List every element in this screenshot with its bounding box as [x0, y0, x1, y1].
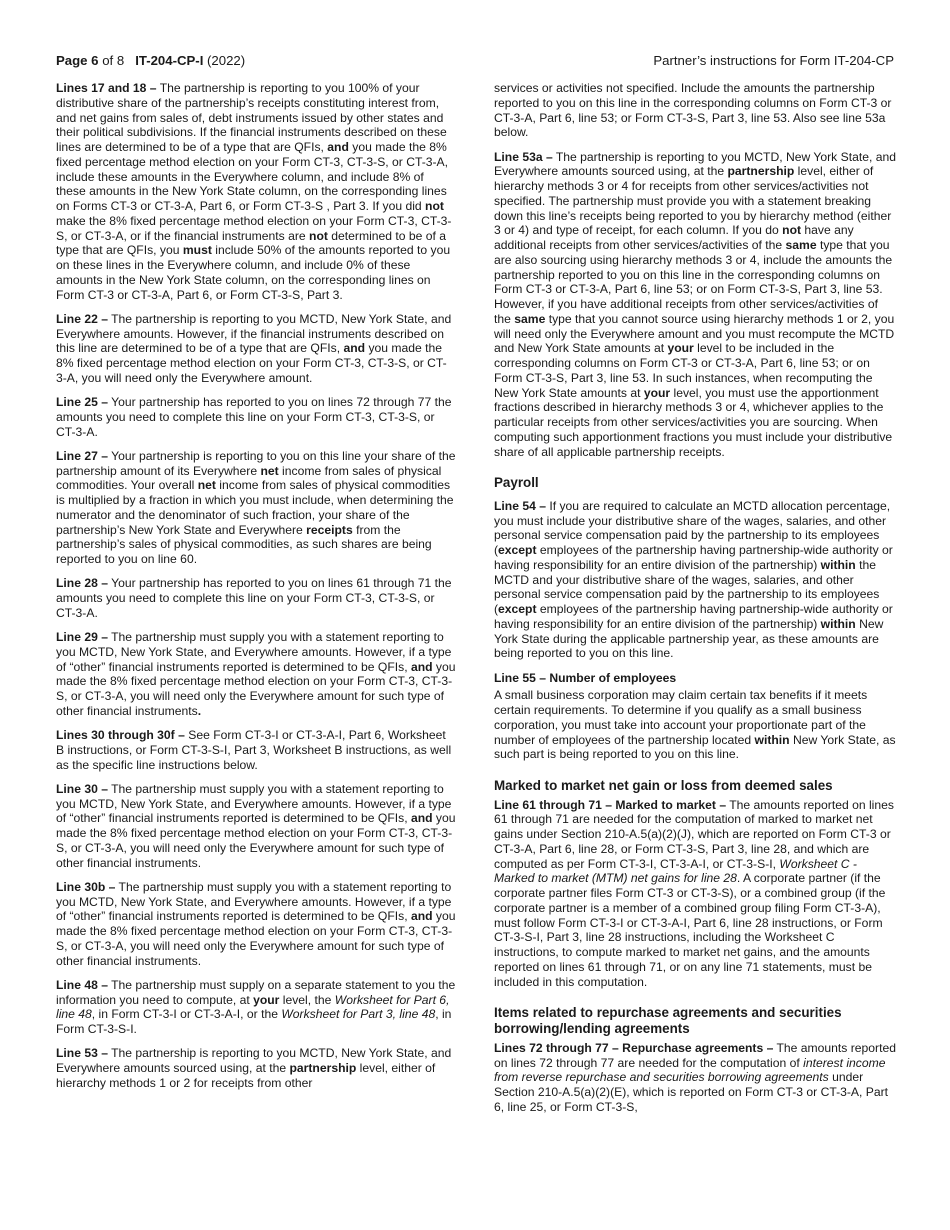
line-28-paragraph: Line 28 – Your partnership has reported to you on lines 61 through 71 the amounts you need to complete this line on your Form CT-3, CT-3-S, or CT-3-A.	[56, 576, 452, 620]
line-30-paragraph: Line 30 – The partnership must supply you with a statement reporting to you MCTD, New York State, and Everywhere amounts. However, if a type of “other” financial instruments reported is determined to be QFIs, and you made the 8% fixed percentage method election on your Form CT-3, CT-3-S, or CT-3-A, you will need only the Everywhere amount for such type of other financial instruments.	[56, 781, 456, 870]
page-number: Page 6	[56, 53, 99, 68]
line-29-paragraph: Line 29 – The partnership must supply you with a statement reporting to you MCTD, New York State, and Everywhere amounts. However, if a type of “other” financial instruments reported is determined to be QFIs, and you made the 8% fixed percentage method election on your Form CT-3, CT-3-S, or CT-3-A, you will need only the Everywhere amount for such type of other financial instruments.	[56, 630, 456, 718]
line-label: Line 22 –	[56, 311, 108, 326]
line-label: Line 29 –	[56, 630, 108, 644]
right-column	[494, 81, 896, 1124]
line-30b-paragraph: Line 30b – The partnership must supply you with a statement reporting to you MCTD, New York State, and Everywhere amounts. However, if a type of “other” financial instruments reported is determined to be QFIs, and you made the 8% fixed percentage method election on your Form CT-3, CT-3-S, or CT-3-A, you will need only the Everywhere amount for such type of other financial instruments.	[56, 879, 456, 968]
line-55-paragraph: A small business corporation may claim certain tax benefits if it meets certain requirements. To determine if you qualify as a small business corporation, you must take into account your proportionate part of the number of employees of the partnership located within New York State, as such part is being reported to you on this line.	[494, 688, 896, 762]
line-label: Line 28 –	[56, 576, 108, 591]
line-label: Line 53a –	[494, 149, 553, 164]
lines-30-30f-paragraph: Lines 30 through 30f – See Form CT-3-I or CT-3-A-I, Part 6, Worksheet B instructions, or Form CT-3-S-I, Part 3, Worksheet B instructions, as well as the specific line instructions below.	[56, 728, 452, 772]
line-53-continued-paragraph: services or activities not specified. Include the amounts the partnership reported to you on this line in the corresponding columns on Form CT-3 or CT-3-A, Part 6, line 53; or Form CT-3-S, Part 3, line 53. Also see line 53a below.	[494, 81, 892, 140]
repo-heading: Items related to repurchase agreements and securities borrowing/lending agreements	[494, 1004, 842, 1036]
line-55-heading: Line 55 – Number of employees	[494, 670, 677, 685]
line-53a-paragraph: Line 53a – The partnership is reporting to you MCTD, New York State, and Everywhere amounts sourced using, at the partnership level, either of hierarchy methods 3 or 4 for receipts from other services/activities not specified. The partnership must provide you with a statement breaking down this line’s receipts being reported to you by hierarchy method (either 3 or 4) and type of receipt, for each column. If you do not have any additional receipts from other services/activities of the same type that you are also sourcing using hierarchy methods 3 or 4, include the amounts the partnership reported to you on this line in the corresponding columns on Form CT-3 or CT-3-A, Part 6, line 53; or on Form CT-3-S, Part 3, line 53. However, if you have additional receipts from other services/activities of the same type that you cannot source using hierarchy methods 1 or 2, you will need only the Everywhere amount and you must recompute the MCTD and New York State amounts at your level to be included in the corresponding columns on Form CT-3 or CT-3-A, Part 6, line 53; or on Form CT-3-S, Part 3, line 53. In such instances, when recomputing the New York State amounts at your level, you must use the apportionment fractions described in hierarchy methods 3 or 4, whichever applies to the particular receipts from other services/activities you are sourcing. When computing such apportionment fractions you must include your distributive share of all applicable partnership receipts.	[494, 149, 896, 459]
line-label: Line 30 –	[56, 781, 108, 796]
page-header	[56, 53, 894, 71]
line-53-paragraph: Line 53 – The partnership is reporting to you MCTD, New York State, and Everywhere amounts sourced using, at the partnership level, either of hierarchy methods 1 or 2 for receipts from other	[56, 1046, 452, 1090]
line-label: Line 53 –	[56, 1046, 108, 1061]
line-54-paragraph: Line 54 – If you are required to calculate an MCTD allocation percentage, you must include your distributive share of the wages, salaries, and other personal service compensation paid by the partnership to its employees (except employees of the partnership having partnership-wide authority or having responsibility for an entire division of the partnership) within the MCTD and your distributive share of the wages, salaries, and other personal service compensation paid by the partnership to its employees (except employees of the partnership having partnership-wide authority or having responsibility for an entire division of the partnership) within New York State during the applicable partnership year, as these amounts are being reported to you on this line.	[494, 498, 893, 661]
line-label: Line 48 –	[56, 977, 108, 992]
line-label: Lines 30 through 30f –	[56, 728, 185, 742]
line-25-paragraph: Line 25 – Your partnership has reported to you on lines 72 through 77 the amounts you need to complete this line on your Form CT-3, CT-3-S, or CT-3-A.	[56, 395, 452, 439]
lines-61-71-paragraph: Line 61 through 71 – Marked to market – The amounts reported on lines 61 through 71 are needed for the computation of marked to market net gains under Section 210-A.5(a)(2)(J), which are reported on Form CT-3 or CT-3-A, Part 6, line 28, or Form CT-3-S, Part 3, line 28, and which are computed as per Form CT-3-I, CT-3-A-I, or CT-3-S-I, Worksheet C - Marked to market (MTM) net gains for line 28. A corporate partner (if the corporate partner files Form CT-3 or CT-3-S), or a combined group (if the corporate partner is a member of a combined group filing Form CT-3-A), must follow Form CT-3-I or CT-3-A-I, Part 6, line 28 instructions, or Form CT-3-S-I, Part 3, line 28 instructions, including the Worksheet C instructions, to compute marked to market net gains, and the amounts reported on lines 61 through 71, or on any line 71 statements, must be included in this computation.	[494, 797, 894, 989]
line-label: Line 30b –	[56, 879, 116, 894]
lines-72-77-paragraph: Lines 72 through 77 – Repurchase agreements – The amounts reported on lines 72 through 77 are needed for the computation of interest income from reverse repurchase and securities borrowing agreements under Section 210-A.5(a)(2)(E), which is reported on Form CT-3 or CT-3-A, Part 6, line 25, or Form CT-3-S,	[494, 1040, 896, 1114]
page-identifier	[56, 53, 245, 68]
form-code: IT-204-CP-I	[135, 53, 204, 68]
line-label: Lines 17 and 18 –	[56, 81, 157, 95]
page-total: of 8	[98, 53, 125, 68]
line-label: Line 61 through 71 – Marked to market –	[494, 797, 727, 812]
line-label: Lines 72 through 77 – Repurchase agreements –	[494, 1040, 774, 1055]
left-column	[56, 81, 456, 1100]
line-label: Line 54 –	[494, 498, 546, 513]
line-label: Line 27 –	[56, 448, 108, 463]
mtm-heading: Marked to market net gain or loss from deemed sales	[494, 777, 833, 793]
header-title: Partner’s instructions for Form IT-204-CP	[653, 53, 894, 68]
line-22-paragraph: Line 22 – The partnership is reporting to you MCTD, New York State, and Everywhere amounts. However, if the financial instruments described on this line are determined to be of a type that are QFIs, and you made the 8% fixed percentage method election on your Form CT-3, CT-3-S, or CT-3-A, you will need only the Everywhere amount.	[56, 311, 452, 385]
line-48-paragraph: Line 48 – The partnership must supply on a separate statement to you the information you need to compute, at your level, the Worksheet for Part 6, line 48, in Form CT-3-I or CT-3-A-I, or the Worksheet for Part 3, line 48, in Form CT-3-S-I.	[56, 977, 456, 1036]
line-label: Line 25 –	[56, 395, 108, 409]
form-year: (2022)	[203, 53, 246, 68]
lines-17-18-paragraph: Lines 17 and 18 – The partnership is reporting to you 100% of your distributive share of the partnership’s receipts constituting interest from, and net gains from sales of, debt instruments issued by other states and their political subdivisions. If the financial instruments described on these lines are determined to be of a type that are QFIs, and you made the 8% fixed percentage method election on your Form CT-3, CT-3-S, or CT-3-A, include these amounts in the Everywhere column, and include 8% of these amounts in the New York State column, on the corresponding lines on Forms CT-3 or CT-3-A, Part 6, or Form CT-3-S , Part 3. If you did not make the 8% fixed percentage method election on your Form CT-3, CT-3-S, or CT-3-A, or if the financial instruments are not determined to be of a type that are QFIs, you must include 50% of the amounts reported to you on these lines in the Everywhere column, and include 0% of these amounts in the New York State column, on the corresponding lines on Form CT-3 or CT-3-A, Part 6, or Form CT-3-S, Part 3.	[56, 81, 452, 302]
line-27-paragraph: Line 27 – Your partnership is reporting to you on this line your share of the partnership amount of its Everywhere net income from sales of physical commodities. Your overall net income from sales of physical commodities is multiplied by a fraction in which you must include, when determining the numerator and the denominator of such fraction, your share of the partnership’s New York State and Everywhere receipts from the partnership’s sales of physical commodities, as such shares are being reported to you on line 60.	[56, 448, 456, 566]
payroll-heading: Payroll	[494, 474, 539, 490]
